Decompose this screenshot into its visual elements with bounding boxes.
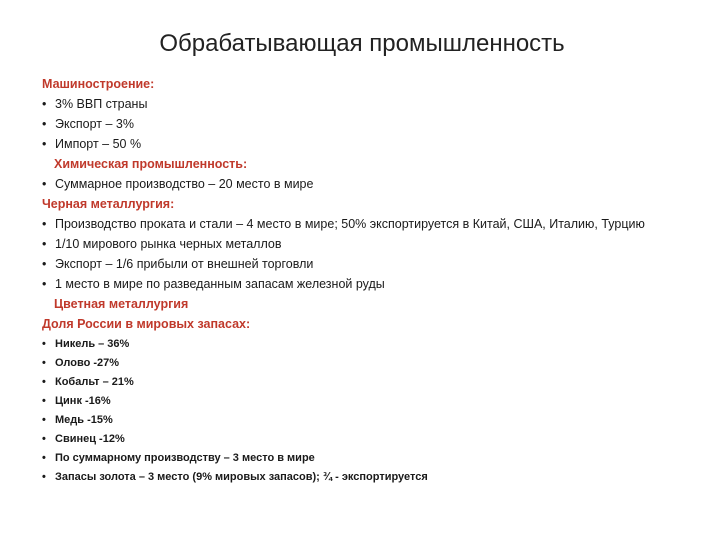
list-machine-building	[42, 97, 662, 151]
list-item: • Суммарное производство – 20 место в мире	[42, 177, 662, 191]
list-item: • 1 место в мире по разведанным запасам железной руды	[42, 277, 662, 291]
list-item: • Запасы золота – 3 место (9% мировых запасов); ¾ - экспортируется	[42, 470, 662, 484]
list-item: • Производство проката и стали – 4 место в мире; 50% экспортируется в Китай, США, Италию, Турцию	[42, 217, 662, 231]
list-chemical-industry	[42, 177, 662, 191]
list-item: • Экспорт – 1/6 прибыли от внешней торговли	[42, 257, 662, 271]
heading-chemical-industry: Химическая промышленность:	[54, 157, 248, 171]
list-item: • Кобальт – 21%	[42, 375, 662, 389]
heading-machine-building: Машиностроение:	[42, 77, 155, 91]
list-item: • 3% ВВП страны	[42, 97, 662, 111]
list-item: • Импорт – 50 %	[42, 137, 662, 151]
list-ferrous-metallurgy	[42, 217, 662, 291]
heading-nonferrous-metallurgy: Цветная металлургия	[54, 297, 189, 311]
list-item: • Цинк -16%	[42, 394, 662, 408]
slide-content	[42, 77, 662, 490]
list-item: • Олово -27%	[42, 356, 662, 370]
list-item: • Свинец -12%	[42, 432, 662, 446]
list-item: • Медь -15%	[42, 413, 662, 427]
slide-title: Обрабатывающая промышленность	[159, 30, 565, 57]
list-item: • 1/10 мирового рынка черных металлов	[42, 237, 662, 251]
list-item: • Экспорт – 3%	[42, 117, 662, 131]
heading-ferrous-metallurgy: Черная металлургия:	[42, 197, 175, 211]
list-item: • Никель – 36%	[42, 337, 662, 351]
heading-russia-reserves: Доля России в мировых запасах:	[42, 317, 251, 331]
list-russia-reserves	[42, 337, 662, 484]
list-item: • По суммарному производству – 3 место в мире	[42, 451, 662, 465]
